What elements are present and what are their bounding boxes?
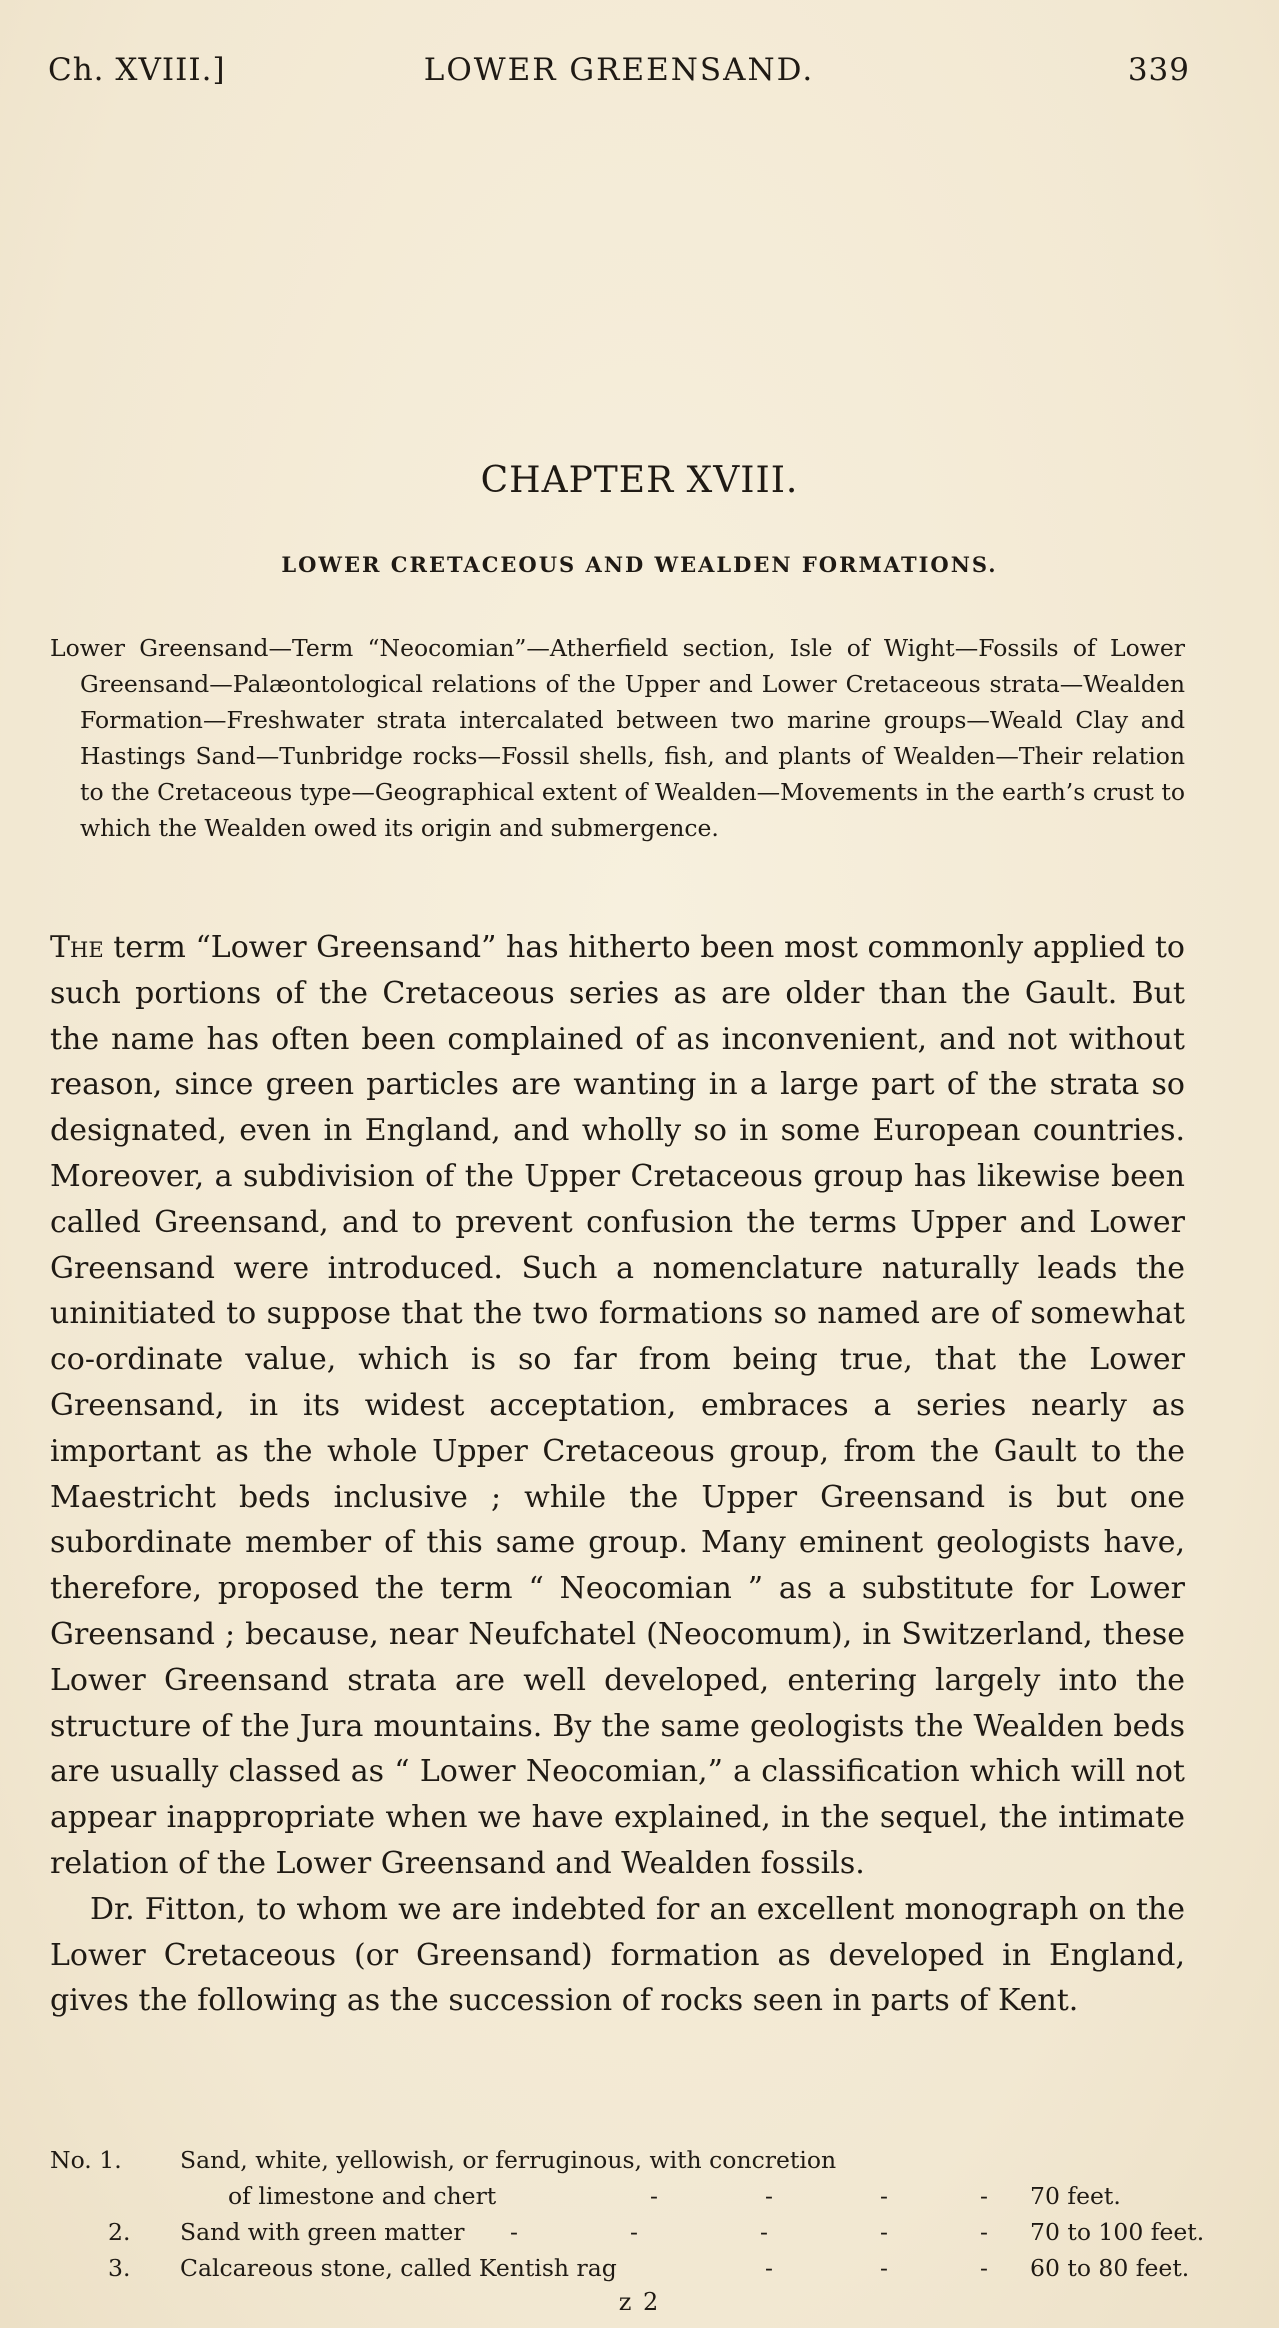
strata-thickness: 70 feet. <box>1030 2182 1121 2210</box>
body-text <box>50 925 1185 2024</box>
strata-row-2: 2. Sand with green matter - - - - - 70 to 100 feet. <box>50 2214 1190 2250</box>
paragraph-2: Dr. Fitton, to whom we are indebted for an excellent monograph on the Lower Cretaceous (or Greensand) formation as developed in England, gives the following as the succession of rocks seen in parts of Kent. <box>50 1891 1185 2019</box>
paragraph-1-lead: The <box>50 930 104 965</box>
strata-description: Sand, white, yellowish, or ferruginous, with concretion <box>180 2146 837 2174</box>
strata-description: Calcareous stone, called Kentish rag <box>180 2254 617 2282</box>
paragraph-1-text: term “Lower Greensand” has hitherto been most commonly applied to such portions of the Cretaceous series as are older than the Gault. But the name has often been complained of as inconvenient, and not without reason, since green particles are wanting in a large part of the strata so designated, even in England, and wholly so in some European countries. Moreover, a subdivision of the Upper Cretaceous group has likewise been called Greensand, and to prevent confusion the terms Upper and Lower Greensand were introduced. Such a nomenclature naturally leads the uninitiated to suppose that the two formations so named are of somewhat co-ordinate value, which is so far from being true, that the Lower Greensand, in its widest acceptation, embraces a series nearly as important as the whole Upper Cretaceous group, from the Gault to the Maestricht beds inclusive ; while the Upper Greensand is but one subordinate member of this same group. Many eminent geologists have, therefore, proposed the term “ Neocomian ” as a substitute for Lower Greensand ; because, near Neufchatel (Neocomum), in Switzerland, these Lower Greensand strata are well developed, entering largely into the structure of the Jura mountains. By the same geologists the Wealden beds are usually classed as “ Lower Neocomian,” a classification which will not appear inappropriate when we have explained, in the sequel, the intimate relation of the Lower Greensand and Wealden fossils. <box>50 930 1185 1881</box>
paragraph-1 <box>50 925 1185 1887</box>
strata-description-continued: of limestone and chert <box>228 2182 497 2210</box>
strata-thickness: 70 to 100 feet. <box>1030 2218 1205 2246</box>
strata-description: Sand with green matter <box>180 2218 465 2246</box>
running-title: LOWER GREENSAND. <box>423 52 815 88</box>
chapter-summary <box>50 630 1185 846</box>
strata-row-3: 3. Calcareous stone, called Kentish rag - - - 60 to 80 feet. <box>50 2250 1190 2286</box>
running-header <box>48 52 1190 102</box>
strata-thickness: 60 to 80 feet. <box>1030 2254 1190 2282</box>
strata-number: 3. <box>108 2254 131 2282</box>
page-number: 339 <box>1127 52 1190 88</box>
chapter-subtitle: LOWER CRETACEOUS AND WEALDEN FORMATIONS. <box>281 552 998 577</box>
chapter-summary-text: Lower Greensand—Term “Neocomian”—Atherfield section, Isle of Wight—Fossils of Lower Greensand—Palæontological relations of the Upper and Lower Cretaceous strata—Wealden Formation—Freshwater strata intercalated between two marine groups—Weald Clay and Hastings Sand—Tunbridge rocks—Fossil shells, fish, and plants of Wealden—Their relation to the Cretaceous type—Geographical extent of Wealden—Movements in the earth’s crust to which the Wealden owed its origin and submergence. <box>50 634 1185 842</box>
chapter-title: CHAPTER XVIII. <box>480 460 799 501</box>
strata-row-1 <box>50 2142 1190 2178</box>
strata-row-1-continued: of limestone and chert - - - - 70 feet. <box>50 2178 1190 2214</box>
strata-number: No. 1. <box>50 2146 122 2174</box>
chapter-reference: Ch. XVIII.] <box>48 52 226 88</box>
strata-list <box>50 2142 1205 2286</box>
signature-mark: z 2 <box>618 2288 661 2316</box>
strata-number: 2. <box>108 2218 131 2246</box>
